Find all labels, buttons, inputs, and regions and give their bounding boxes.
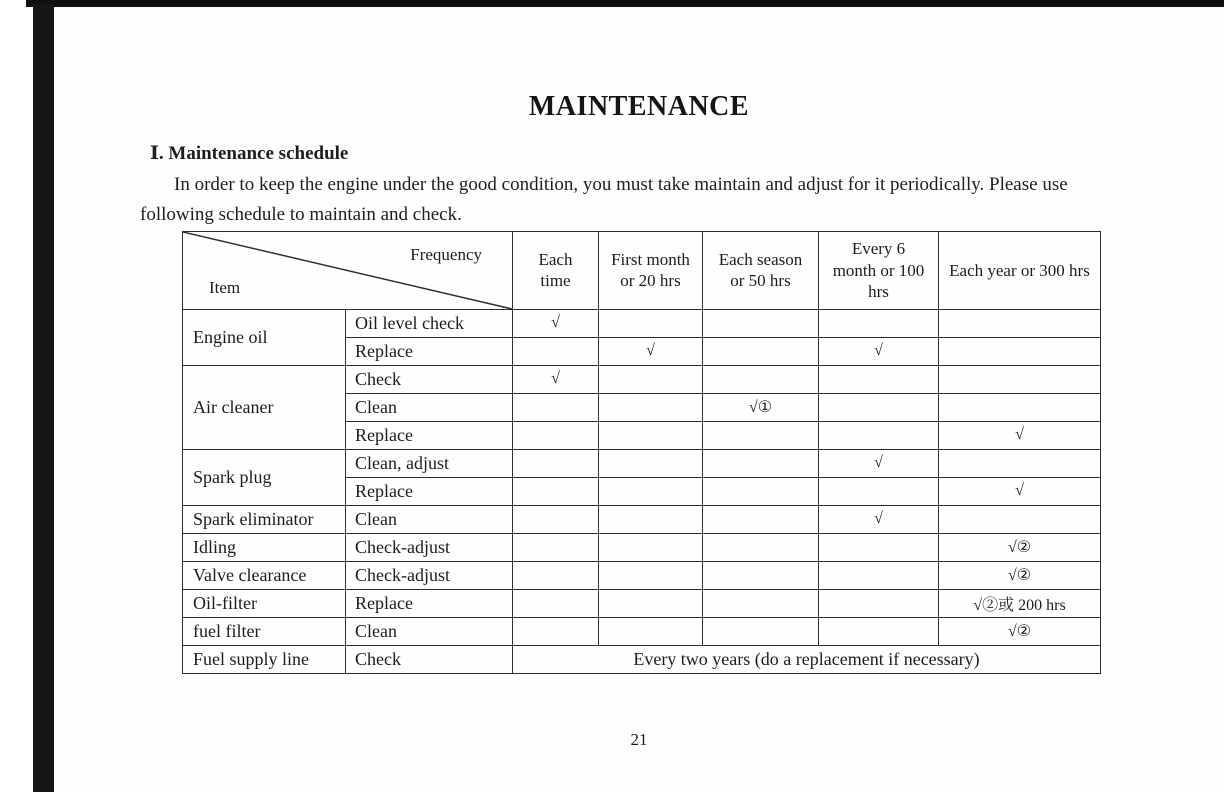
check-cell <box>819 365 939 393</box>
check-cell <box>703 421 819 449</box>
check-cell: √ <box>513 365 599 393</box>
action-cell: Check-adjust <box>346 533 513 561</box>
page-title: MAINTENANCE <box>528 91 750 122</box>
table-row <box>183 589 1101 617</box>
check-cell <box>819 421 939 449</box>
table-row <box>183 505 1101 533</box>
check-cell <box>599 589 703 617</box>
check-cell: √ <box>819 505 939 533</box>
fuel-supply-line-note: Every two years (do a replacement if necessary) <box>513 645 1101 673</box>
frequency-label: Frequency <box>410 244 482 264</box>
item-spark-eliminator: Spark eliminator <box>183 505 346 533</box>
check-cell <box>513 505 599 533</box>
check-cell <box>939 505 1101 533</box>
check-cell <box>939 337 1101 365</box>
check-cell <box>513 421 599 449</box>
check-cell: √ <box>599 337 703 365</box>
table-row <box>183 365 1101 393</box>
check-cell: √ <box>513 309 599 337</box>
check-cell <box>513 449 599 477</box>
check-cell: √② <box>939 617 1101 645</box>
check-cell <box>513 617 599 645</box>
check-cell <box>703 449 819 477</box>
check-cell <box>939 449 1101 477</box>
scan-edge-top <box>26 0 1224 7</box>
check-cell <box>599 533 703 561</box>
check-cell <box>599 561 703 589</box>
item-engine-oil: Engine oil <box>183 309 346 365</box>
action-cell: Replace <box>346 477 513 505</box>
action-cell: Replace <box>346 589 513 617</box>
check-cell <box>513 477 599 505</box>
body-paragraph-line-1: In order to keep the engine under the good condition, you must take maintain and adjust for it periodically. Please use <box>174 173 1068 195</box>
check-cell <box>599 477 703 505</box>
check-cell <box>703 309 819 337</box>
action-cell: Check-adjust <box>346 561 513 589</box>
column-header-each-time: Each time <box>513 231 599 309</box>
table-row <box>183 561 1101 589</box>
check-cell: √② <box>939 561 1101 589</box>
check-cell <box>703 365 819 393</box>
item-valve-clearance: Valve clearance <box>183 561 346 589</box>
table-row <box>183 449 1101 477</box>
check-cell <box>819 309 939 337</box>
action-cell: Replace <box>346 337 513 365</box>
action-cell: Clean <box>346 393 513 421</box>
check-cell: √ <box>939 477 1101 505</box>
table-corner-header <box>183 231 513 309</box>
item-fuel-filter: fuel filter <box>183 617 346 645</box>
column-header-every-6-month: Every 6 month or 100 hrs <box>819 231 939 309</box>
check-cell <box>599 393 703 421</box>
check-cell <box>703 337 819 365</box>
check-cell <box>599 421 703 449</box>
check-cell <box>513 393 599 421</box>
action-cell: Clean <box>346 505 513 533</box>
check-cell <box>513 561 599 589</box>
item-oil-filter: Oil-filter <box>183 589 346 617</box>
check-cell <box>819 617 939 645</box>
check-cell <box>513 337 599 365</box>
check-cell: √ <box>819 337 939 365</box>
scan-edge-left <box>33 4 54 792</box>
check-cell <box>599 505 703 533</box>
check-cell <box>819 393 939 421</box>
check-cell <box>599 309 703 337</box>
check-cell <box>703 477 819 505</box>
table-row <box>183 533 1101 561</box>
column-header-each-season: Each season or 50 hrs <box>703 231 819 309</box>
check-cell <box>819 533 939 561</box>
page-number: 21 <box>630 730 648 749</box>
check-cell <box>599 365 703 393</box>
check-cell <box>703 561 819 589</box>
action-cell: Replace <box>346 421 513 449</box>
check-cell <box>513 533 599 561</box>
table-row <box>183 309 1101 337</box>
maintenance-schedule-table <box>182 231 1101 674</box>
column-header-first-month: First month or 20 hrs <box>599 231 703 309</box>
check-cell <box>819 589 939 617</box>
check-cell: √ <box>939 421 1101 449</box>
item-label: Item <box>209 278 241 298</box>
table-header-row <box>183 231 1101 309</box>
action-cell: Clean, adjust <box>346 449 513 477</box>
body-paragraph-line-2: following schedule to maintain and check. <box>140 203 462 225</box>
column-header-each-year: Each year or 300 hrs <box>939 231 1101 309</box>
document-page <box>54 7 1224 792</box>
check-cell <box>703 617 819 645</box>
check-cell <box>819 561 939 589</box>
action-cell: Oil level check <box>346 309 513 337</box>
item-idling: Idling <box>183 533 346 561</box>
check-cell: √① <box>703 393 819 421</box>
table-row <box>183 617 1101 645</box>
check-cell <box>703 533 819 561</box>
check-cell <box>599 449 703 477</box>
check-cell <box>513 589 599 617</box>
check-cell <box>703 505 819 533</box>
check-cell: √②或 200 hrs <box>939 589 1101 617</box>
item-fuel-supply-line: Fuel supply line <box>183 645 346 673</box>
action-cell: Check <box>346 365 513 393</box>
check-cell <box>599 617 703 645</box>
check-cell <box>703 589 819 617</box>
check-cell <box>939 365 1101 393</box>
section-heading: Ⅰ. Maintenance schedule <box>150 143 349 165</box>
action-cell: Clean <box>346 617 513 645</box>
check-cell: √② <box>939 533 1101 561</box>
check-cell <box>939 309 1101 337</box>
item-air-cleaner: Air cleaner <box>183 365 346 449</box>
check-cell <box>819 477 939 505</box>
check-cell <box>939 393 1101 421</box>
action-cell: Check <box>346 645 513 673</box>
check-cell: √ <box>819 449 939 477</box>
table-row <box>183 645 1101 673</box>
item-spark-plug: Spark plug <box>183 449 346 505</box>
